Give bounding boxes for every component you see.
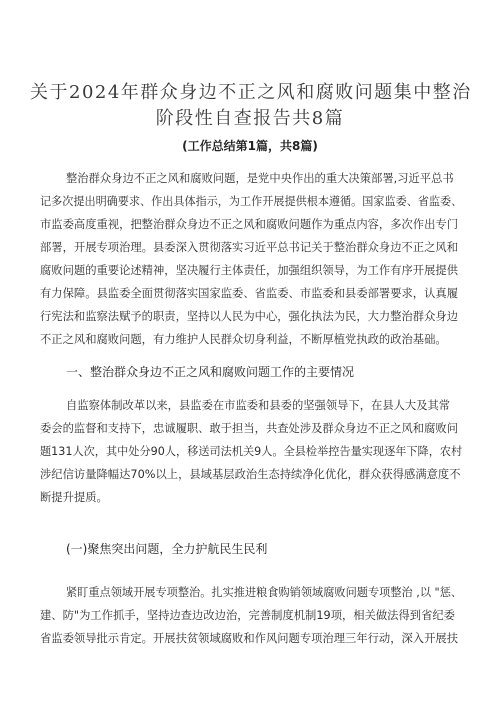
section-heading-2: (一)聚焦突出问题，全力护航民生民利 <box>66 542 268 556</box>
paragraph-1-line: 有力保障。县监委全面贯彻落实国家监委、省监委、市监委和县委部署要求，认真履 <box>40 287 458 300</box>
paragraph-2-line: 断提升提质。 <box>40 491 108 504</box>
paragraph-3-line: 紧盯重点领域开展专项整治。扎实推进粮食购销领域腐败问题专项整治 ,以 "惩、 <box>66 586 463 599</box>
paragraph-2-line: 自监察体制改革以来，县监委在市监委和县委的坚强领导下，在县人大及其常 <box>66 399 451 412</box>
paragraph-1-line: 记多次提出明确要求、作出具体指示，为工作开展提供根本遵循。国家监委、省监委、 <box>40 195 463 208</box>
document-subtitle: (工作总结第1篇，共8篇) <box>182 139 318 153</box>
paragraph-2-line: 涉纪信访量降幅达70%以上，县域基层政治生态持续净化优化，群众获得感满意度不 <box>40 468 461 481</box>
paragraph-3-line: 建、防"为工作抓手，坚持边查边改边治，完善制度机制19项，相关做法得到省纪委 <box>40 609 455 622</box>
paragraph-3-line: 省监委领导批示肯定。开展扶贫领域腐败和作风问题专项治理三年行动，深入开展扶 <box>40 632 458 645</box>
paragraph-1-line: 市监委高度重视，把整治群众身边不正之风和腐败问题作为重点内容，多次作出专门 <box>40 218 458 231</box>
paragraph-1-line: 腐败问题的重要论述精神，坚决履行主体责任，加强组织领导，为工作有序开展提供 <box>40 264 458 277</box>
paragraph-2-line: 题131人次，其中处分90人，移送司法机关9人。全县检举控告量实现逐年下降，农村 <box>40 445 463 458</box>
paragraph-1-line: 不正之风和腐败问题，有力维护人民群众切身利益，不断厚植党执政的政治基础。 <box>40 333 447 346</box>
paragraph-1-line: 部署，开展专项治理。县委深入贯彻落实习近平总书记关于整治群众身边不正之风和 <box>40 241 458 254</box>
document-title-line-2: 阶段性自查报告共8篇 <box>155 108 345 129</box>
paragraph-1-line: 行宪法和监察法赋予的职责，坚持以人民为中心，强化执法为民，大力整治群众身边 <box>40 310 458 323</box>
paragraph-1-line: 整治群众身边不正之风和腐败问题，是党中央作出的重大决策部署,习近平总书 <box>66 172 454 185</box>
document-title-line-1: 关于2024年群众身边不正之风和腐败问题集中整治 <box>30 82 472 103</box>
section-heading-1: 一、整治群众身边不正之风和腐败问题工作的主要情况 <box>66 365 355 379</box>
paragraph-2-line: 委会的监督和支持下，忠诚履职、敢于担当，共查处涉及群众身边不正之风和腐败问 <box>40 422 458 435</box>
